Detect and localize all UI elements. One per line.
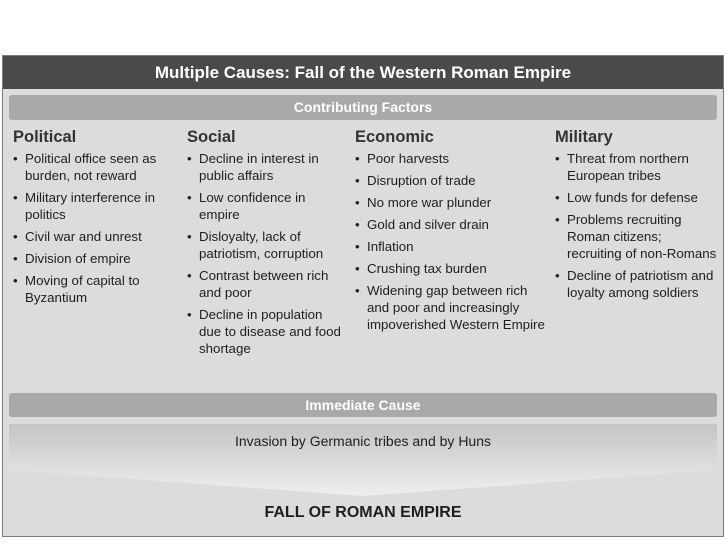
list-item: • Decline of patriotism and loyalty among soldiers (555, 267, 717, 301)
category-heading: Social (187, 128, 236, 146)
list-item: • Disruption of trade (355, 172, 545, 189)
contributing-factors-header: Contributing Factors (9, 95, 717, 120)
list-item: • Disloyalty, lack of patriotism, corruption (187, 228, 347, 262)
column-social (187, 128, 347, 362)
list-item: • Political office seen as burden, not reward (13, 150, 181, 184)
column-military (555, 128, 717, 306)
list-item: • Contrast between rich and poor (187, 267, 347, 301)
chart-title: Multiple Causes: Fall of the Western Roman Empire (3, 56, 723, 89)
list-item: • Decline in interest in public affairs (187, 150, 347, 184)
list-item: • Decline in population due to disease and food shortage (187, 306, 347, 357)
list-item: • Gold and silver drain (355, 216, 545, 233)
list-item: • Inflation (355, 238, 545, 255)
category-heading: Economic (355, 128, 434, 146)
result-text: FALL OF ROMAN EMPIRE (264, 504, 462, 521)
list-item: • Civil war and unrest (13, 228, 181, 245)
column-political (13, 128, 181, 311)
list-item: • Division of empire (13, 250, 181, 267)
category-heading: Military (555, 128, 613, 146)
list-item: • Low confidence in empire (187, 189, 347, 223)
category-heading: Political (13, 128, 77, 146)
list-item: • Threat from northern European tribes (555, 150, 717, 184)
list-item: • Low funds for defense (555, 189, 717, 206)
list-item: • Problems recruiting Roman citizens; recruiting of non-Romans (555, 211, 717, 262)
immediate-cause-header: Immediate Cause (9, 393, 717, 417)
list-item: • Widening gap between rich and poor and increasingly impoverished Western Empire (355, 282, 545, 333)
immediate-cause-text: Invasion by Germanic tribes and by Huns (234, 433, 491, 449)
list-item: • No more war plunder (355, 194, 545, 211)
list-item: • Moving of capital to Byzantium (13, 272, 181, 306)
list-item: • Military interference in politics (13, 189, 181, 223)
column-economic (355, 128, 545, 338)
causes-chart (2, 55, 724, 537)
list-item: • Poor harvests (355, 150, 545, 167)
list-item: • Crushing tax burden (355, 260, 545, 277)
